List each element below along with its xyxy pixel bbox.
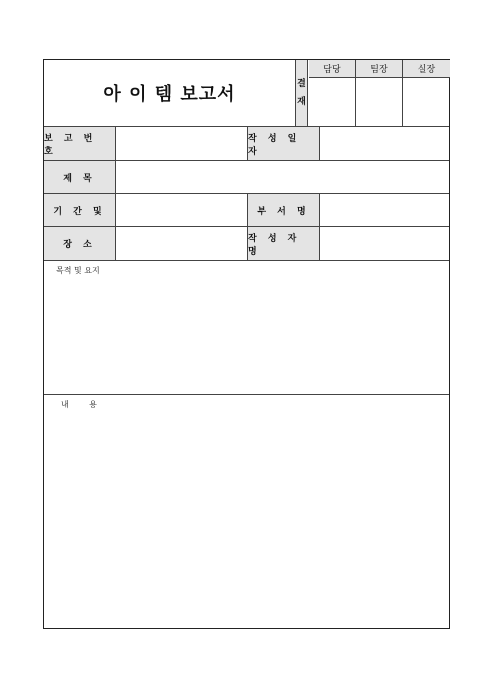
approval-column-team-lead	[356, 60, 403, 126]
purpose-section[interactable]	[44, 261, 449, 395]
form-title: 아 이 템 보고서	[103, 84, 236, 105]
approval-label	[295, 60, 308, 126]
department-value[interactable]	[320, 194, 450, 226]
purpose-label: 목적 및 요지	[56, 266, 100, 275]
approval-sign-team-lead[interactable]	[356, 78, 402, 127]
period-value[interactable]	[116, 194, 248, 226]
content-section[interactable]	[44, 395, 449, 629]
report-no-value[interactable]	[116, 127, 248, 160]
content-label: 내 용	[61, 400, 97, 409]
approval-column-staff	[309, 60, 356, 126]
approval-sign-staff[interactable]	[309, 78, 355, 127]
approval-label-bottom: 재	[297, 97, 306, 107]
row-report-no-date	[44, 127, 449, 161]
report-no-label: 보 고 번 호	[44, 127, 116, 160]
period-label: 기 간 및	[44, 194, 116, 226]
approval-head-team-lead: 팀장	[356, 60, 402, 78]
author-label: 작 성 자 명	[248, 227, 320, 260]
approval-head-staff: 담당	[309, 60, 355, 78]
approval-column-director	[403, 60, 450, 126]
place-value[interactable]	[116, 227, 248, 260]
date-label: 작 성 일 자	[248, 127, 320, 160]
row-subject	[44, 161, 449, 194]
approval-sign-director[interactable]	[403, 78, 450, 127]
place-label: 장 소	[44, 227, 116, 260]
subject-label: 제 목	[44, 161, 116, 193]
form-header	[44, 60, 449, 127]
report-form	[43, 59, 450, 629]
row-place-author	[44, 227, 449, 261]
subject-value[interactable]	[116, 161, 450, 193]
department-label: 부 서 명	[248, 194, 320, 226]
approval-label-top: 결	[297, 79, 306, 89]
author-value[interactable]	[320, 227, 450, 260]
row-period-department	[44, 194, 449, 227]
date-value[interactable]	[320, 127, 450, 160]
approval-head-director: 실장	[403, 60, 450, 78]
